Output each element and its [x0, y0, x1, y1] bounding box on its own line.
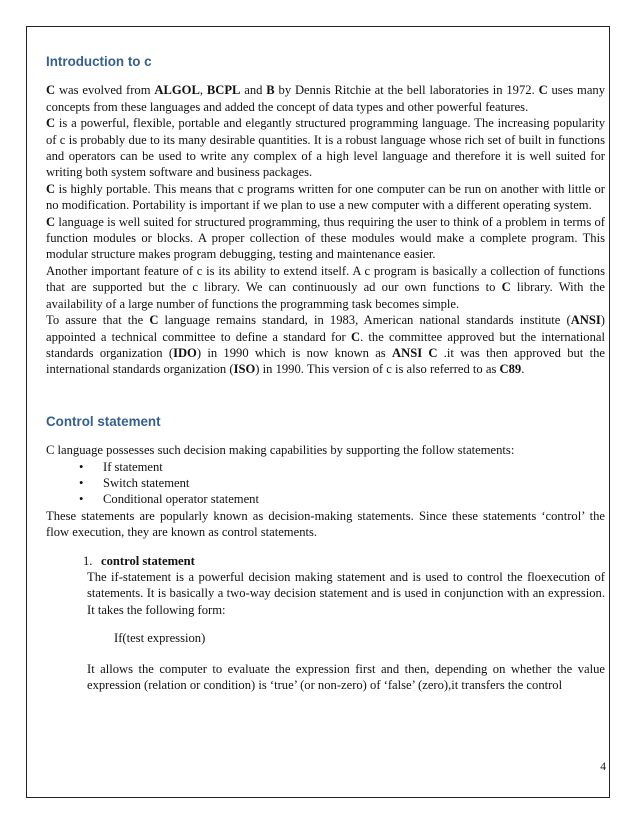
- bold-term: C: [350, 329, 361, 344]
- text-run: . the committee approved but the international standards organization (: [46, 329, 605, 360]
- bullet-icon: •: [79, 459, 84, 474]
- text-run: To assure that the: [46, 313, 150, 328]
- text-run: is a powerful, flexible, portable and elegantly structured programming language. The increasing popularity of c is probably due to its many desirable quantities. It is a robust language whose rich set of built in functions and operators can be used to write any complex of a high level language and therefore it is well suited for writing both system software and business packages.: [46, 116, 605, 180]
- intro-paragraph: [46, 214, 605, 263]
- text-run: ) appointed a technical committee to define a standard for: [46, 313, 605, 344]
- statement-list: [46, 459, 605, 508]
- statement-label: Switch statement: [103, 475, 190, 490]
- bold-term: ALGOL: [154, 83, 200, 98]
- intro-paragraph: [46, 115, 605, 181]
- bold-term: C: [501, 280, 511, 295]
- item-title: control statement: [101, 553, 195, 568]
- page-number: 4: [600, 761, 606, 773]
- bold-term: C: [46, 181, 56, 196]
- bold-term: ANSI C: [392, 345, 438, 360]
- text-run: .it was then approved but the international standards organization (: [46, 345, 605, 377]
- intro-heading: Introduction to c: [46, 54, 152, 69]
- bold-term: C: [538, 83, 548, 98]
- bold-term: C: [46, 214, 56, 229]
- text-run: ) in 1990 which is now known as: [196, 345, 392, 360]
- numbered-item: [46, 553, 605, 694]
- statement-list-item: [46, 475, 605, 491]
- bold-term: C: [46, 83, 56, 98]
- numbered-item-title: [83, 553, 605, 569]
- bullet-icon: •: [79, 492, 84, 507]
- text-run: ) in 1990. This version of c is also referred to as: [255, 362, 500, 377]
- control-lead: C language possesses such decision making capabilities by supporting the follow statements:: [46, 443, 515, 458]
- text-run: ,: [199, 83, 207, 98]
- bold-term: B: [266, 83, 275, 98]
- intro-paragraph: [46, 263, 605, 312]
- text-run: language is well suited for structured programming, thus requiring the user to think of a problem in terms of function modules or blocks. A proper collection of these modules would make a complete program. This modular structure makes program debugging, testing and maintenance easier.: [46, 214, 605, 262]
- text-run: uses many concepts from these languages and added the concept of data types and other powerful features.: [46, 83, 605, 114]
- intro-paragraph: [46, 82, 605, 115]
- text-run: by Dennis Ritchie at the bell laboratories in 1972.: [274, 83, 539, 98]
- control-heading: Control statement: [46, 413, 161, 429]
- text-run: and: [240, 83, 267, 98]
- bold-term: C: [149, 313, 159, 328]
- statement-label: Conditional operator statement: [103, 492, 259, 507]
- intro-paragraph: [46, 312, 605, 378]
- control-after: These statements are popularly known as decision-making statements. Since these statements ‘control’ the flow execution, they are known as control statements.: [46, 508, 605, 540]
- intro-paragraph: [46, 181, 605, 214]
- text-run: language remains standard, in 1983, American national standards institute (: [158, 313, 571, 328]
- bold-term: ANSI: [570, 313, 601, 328]
- text-run: library. With the availability of a large number of functions the programming task becomes simple.: [46, 280, 605, 311]
- bullet-icon: •: [79, 475, 84, 490]
- if-syntax-line: If(test expression): [114, 631, 206, 646]
- item-number: 1.: [83, 553, 93, 568]
- text-run: is highly portable. This means that c programs written for one computer can be run on another with little or no modification. Portability is important if we plan to use a new computer with a different operating system.: [46, 181, 605, 213]
- text-run: was evolved from: [55, 83, 155, 98]
- intro-body: [46, 82, 605, 377]
- if-statement-evaluation: It allows the computer to evaluate the expression first and then, depending on whether the value expression (relation or condition) is ‘true’ (or non-zero) of ‘false’ (zero),it transfers the control: [87, 661, 605, 692]
- statement-label: If statement: [103, 459, 163, 474]
- statement-list-item: [46, 491, 605, 507]
- statement-list-item: [46, 459, 605, 475]
- bold-term: C89: [499, 362, 522, 377]
- text-run: .: [521, 362, 525, 377]
- page-content: [46, 48, 605, 693]
- if-statement-description: The if-statement is a powerful decision making statement and is used to control the floexecution of statements. It is basically a two-way decision statement and is used in conjunction with an expression. It takes the following form:: [87, 569, 605, 617]
- bold-term: IDO: [173, 345, 197, 360]
- bold-term: BCPL: [206, 83, 241, 98]
- bold-term: C: [46, 116, 56, 131]
- text-run: Another important feature of c is its ability to extend itself. A c program is basically a collection of functions that are supported but the c library. We can continuously ad our own functions to: [46, 263, 605, 295]
- bold-term: ISO: [233, 362, 256, 377]
